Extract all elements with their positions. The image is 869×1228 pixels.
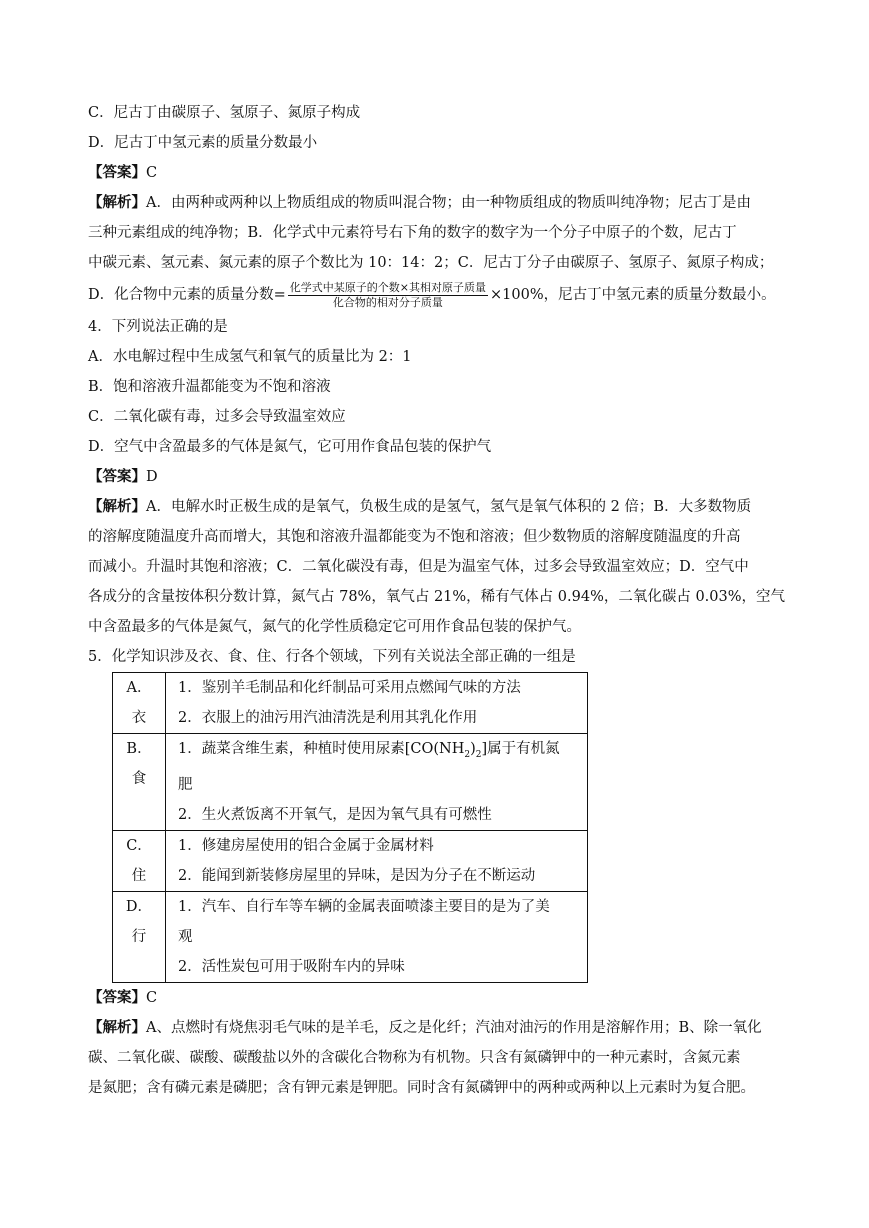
q3-analysis-formula-line: [88, 278, 780, 312]
answer-label: 【答案】: [88, 164, 146, 181]
row-c-category: C． 住: [113, 830, 166, 891]
q5-analysis-line: 碳、二氧化碳、碳酸、碳酸盐以外的含碳化合物称为有机物。只含有氮磷钾中的一种元素时，含氮元素: [88, 1049, 741, 1066]
formula-suffix: ×100%，尼古丁中氢元素的质量分数最小。: [490, 287, 776, 303]
q4-analysis-line: 的溶解度随温度升高而增大，其饱和溶液升温都能变为不饱和溶液；但少数物质的溶解度随温度的升高: [88, 529, 741, 545]
row-b-content: 1．蔬菜含维生素，种植时使用尿素$[CO(NH_2)_2]$属于有机氮 肥 2．生火煮饭离不开氧气，是因为氧气具有可燃性: [166, 734, 588, 831]
q5-stem: 5．化学知识涉及衣、食、住、行各个领域，下列有关说法全部正确的一组是: [88, 649, 576, 665]
analysis-label: 【解析】: [88, 1018, 146, 1036]
q4-analysis-line: 中含盈最多的气体是氮气，氮气的化学性质稳定它可用作食品包装的保护气。: [88, 619, 581, 635]
q5-analysis-line: 【解析】A、点燃时有烧焦羽毛气味的是羊毛，反之是化纤；汽油对油污的作用是溶解作用；B、除一氧化: [88, 1018, 762, 1036]
answer-label: 【答案】: [88, 988, 146, 1006]
analysis-label: 【解析】: [88, 498, 146, 515]
analysis-label: 【解析】: [88, 194, 146, 211]
q4-option-d: D．空气中含盈最多的气体是氮气，它可用作食品包装的保护气: [88, 439, 492, 455]
document-page: [88, 98, 786, 1103]
q4-analysis-line: 而减小。升温时其饱和溶液；C．二氧化碳没有毒，但是为温室气体，过多会导致温室效应；D．空气中: [88, 559, 749, 575]
q4-option-a: A．水电解过程中生成氢气和氧气的质量比为 2：1: [88, 349, 412, 365]
answer-value: C: [146, 989, 158, 1006]
row-a-category: A． 衣: [113, 673, 166, 734]
mass-fraction-formula: [288, 281, 488, 310]
q3-option-c: C．尼古丁由碳原子、氢原子、氮原子构成: [88, 105, 361, 121]
answer-value: D: [146, 469, 158, 485]
row-d-category: D． 行: [113, 891, 166, 982]
q4-option-c: C．二氧化碳有毒，过多会导致温室效应: [88, 409, 346, 425]
row-a-content: 1．鉴别羊毛制品和化纤制品可采用点燃闻气味的方法 2．衣服上的油污用汽油清洗是利用其乳化作用: [166, 673, 588, 734]
q4-analysis-line: 各成分的含量按体积分数计算，氮气占 78%，氧气占 21%，稀有气体占 0.94%，二氧化碳占 0.03%，空气: [88, 589, 786, 605]
formula-prefix: D．化合物中元素的质量分数=: [88, 287, 286, 303]
q4-answer: [88, 462, 780, 492]
q4-analysis-line: 【解析】A．电解水时正极生成的是氧气，负极生成的是氢气，氢气是氧气体积的 2 倍；B．大多数物质: [88, 498, 752, 515]
q4-stem: 4．下列说法正确的是: [88, 319, 228, 335]
q3-option-d: D．尼古丁中氢元素的质量分数最小: [88, 135, 318, 151]
table-row: [113, 673, 588, 734]
formula-numerator: 化学式中某原子的个数×其相对原子质量: [289, 280, 486, 294]
answer-label: 【答案】: [88, 468, 146, 485]
q4-option-b: B．饱和溶液升温都能变为不饱和溶液: [88, 379, 331, 395]
table-row: [113, 830, 588, 891]
table-row: [113, 734, 588, 831]
q3-answer: [88, 158, 780, 188]
q3-analysis-line: 中碳元素、氢元素、氮元素的原子个数比为 10：14：2；C．尼古丁分子由碳原子、氢原子、氮原子构成；: [88, 255, 774, 271]
row-d-content: 1．汽车、自行车等车辆的金属表面喷漆主要目的是为了美 观 2．活性炭包可用于吸附车内的异味: [166, 891, 588, 982]
q5-answer: [88, 983, 780, 1013]
q5-options-table: [112, 672, 588, 983]
answer-value: C: [146, 165, 158, 181]
q3-analysis-line: 三种元素组成的纯净物；B．化学式中元素符号右下角的数字的数字为一个分子中原子的个数，尼古丁: [88, 225, 737, 241]
q5-analysis-line: 是氮肥；含有磷元素是磷肥；含有钾元素是钾肥。同时含有氮磷钾中的两种或两种以上元素时为复合肥。: [88, 1079, 755, 1096]
formula-denominator: 化合物的相对分子质量: [332, 295, 443, 309]
row-c-content: 1．修建房屋使用的铝合金属于金属材料 2．能闻到新装修房屋里的异味，是因为分子在不断运动: [166, 830, 588, 891]
table-row: [113, 891, 588, 982]
row-b-category: B． 食: [113, 734, 166, 831]
q3-analysis-line: 【解析】A．由两种或两种以上物质组成的物质叫混合物；由一种物质组成的物质叫纯净物；尼古丁是由: [88, 194, 751, 211]
